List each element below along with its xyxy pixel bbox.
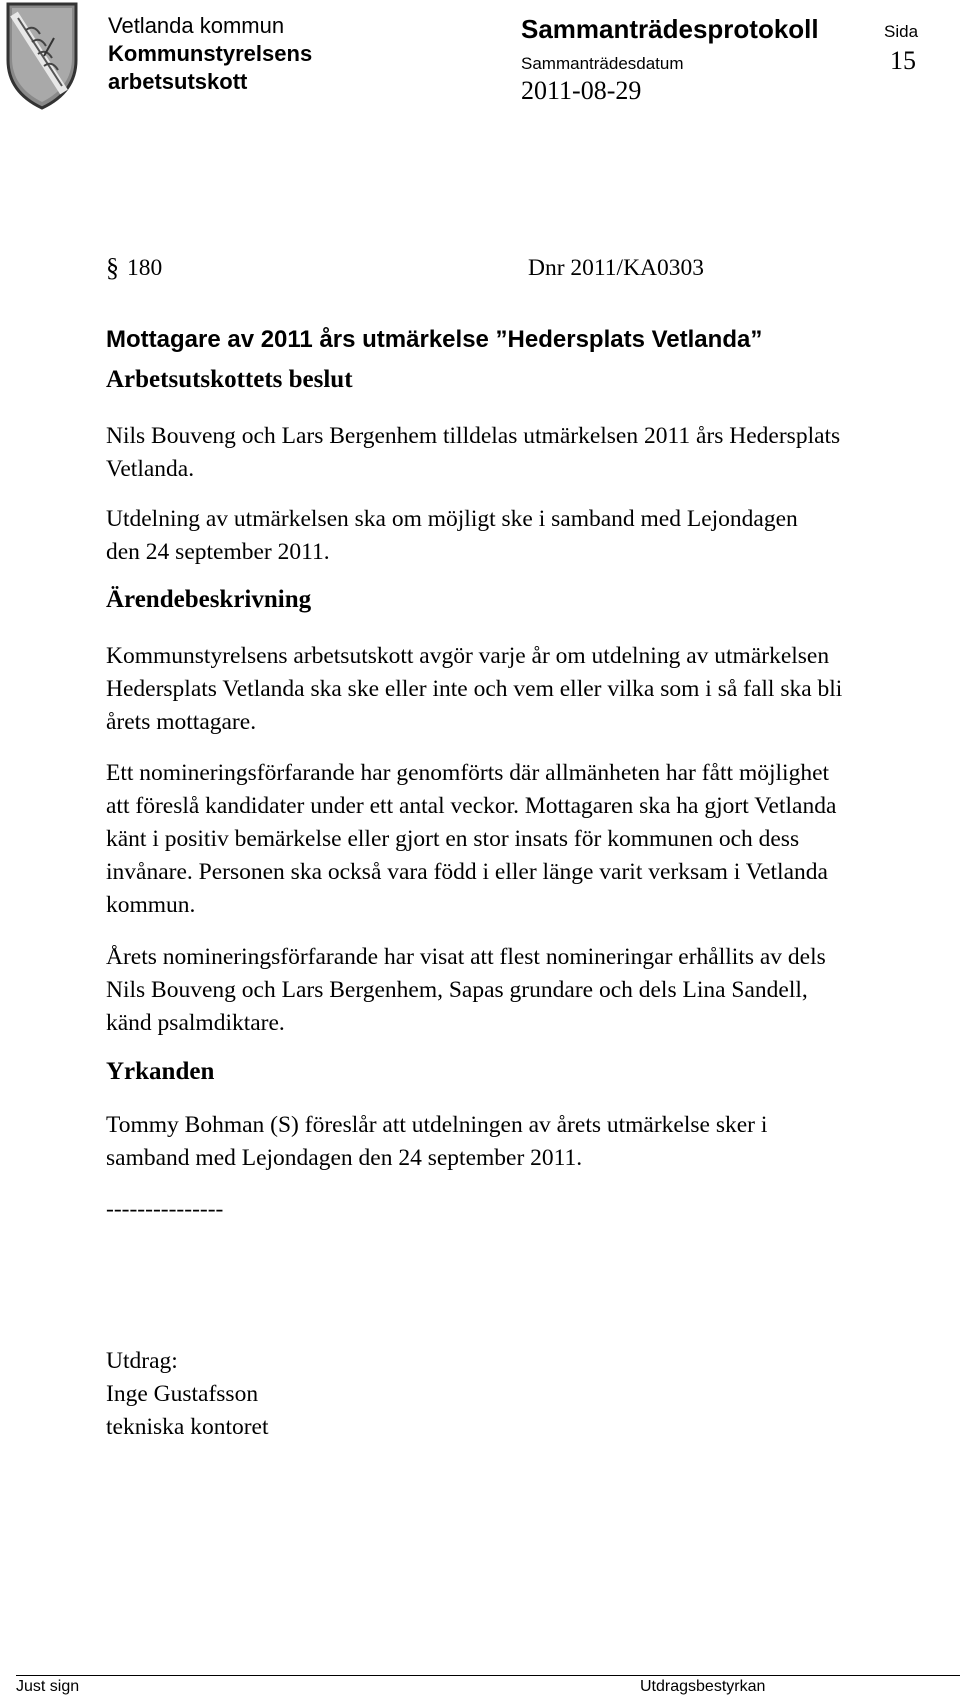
dnr-reference: Dnr 2011/KA0303 xyxy=(528,255,705,281)
decision-text-line: Utdelning av utmärkelsen ska om möjligt ske i samband med Lejondagen xyxy=(106,506,798,532)
committee-name-line1: Kommunstyrelsens xyxy=(108,41,313,66)
footer-certification-label: Utdragsbestyrkan xyxy=(640,1678,766,1695)
description-text-line: Nils Bouveng och Lars Bergenhem, Sapas grundare och dels Lina Sandell, xyxy=(106,977,808,1003)
description-heading: Ärendebeskrivning xyxy=(106,586,312,613)
decision-text-line: den 24 september 2011. xyxy=(106,539,330,565)
page-number: 15 xyxy=(890,46,916,75)
description-text-line: Hedersplats Vetlanda ska ske eller inte och vem eller vilka som i så fall ska bli xyxy=(106,676,843,702)
municipal-coat-of-arms-icon xyxy=(4,0,80,112)
footer-divider xyxy=(16,1675,960,1676)
description-text-line: Ett nomineringsförfarande har genomförts där allmänheten har fått möjlighet xyxy=(106,760,830,786)
page-label: Sida xyxy=(884,22,919,41)
municipality-name: Vetlanda kommun xyxy=(108,13,285,38)
description-text-line: känt i positiv bemärkelse eller gjort en stor insats för kommunen och dess xyxy=(106,826,800,852)
extract-recipient-name: Inge Gustafsson xyxy=(106,1381,259,1407)
section-number: 180 xyxy=(127,255,163,281)
description-text-line: årets mottagare. xyxy=(106,709,257,735)
description-text-line: känd psalmdiktare. xyxy=(106,1010,285,1036)
paragraph-symbol: § xyxy=(106,253,119,282)
description-text-line: Kommunstyrelsens arbetsutskott avgör varje år om utdelning av utmärkelsen xyxy=(106,643,830,669)
description-text-line: invånare. Personen ska också vara född i eller länge varit verksam i Vetlanda xyxy=(106,859,828,885)
decision-text-line: Nils Bouveng och Lars Bergenhem tilldelas utmärkelsen 2011 års Hedersplats xyxy=(106,423,841,449)
extract-recipient-department: tekniska kontoret xyxy=(106,1414,269,1440)
committee-name-line2: arbetsutskott xyxy=(108,69,248,94)
motion-text-line: Tommy Bohman (S) föreslår att utdelningen av årets utmärkelse sker i xyxy=(106,1112,768,1138)
coat-of-arms-logo xyxy=(4,0,80,112)
meeting-date-label: Sammanträdesdatum xyxy=(521,54,684,73)
separator-dashes: --------------- xyxy=(106,1196,224,1222)
meeting-date-value: 2011-08-29 xyxy=(521,76,642,105)
description-text-line: kommun. xyxy=(106,892,196,918)
section-title: Mottagare av 2011 års utmärkelse ”Hedersplats Vetlanda” xyxy=(106,326,763,353)
decision-text-line: Vetlanda. xyxy=(106,456,195,482)
motion-heading: Yrkanden xyxy=(106,1058,215,1085)
description-text-line: att föreslå kandidater under ett antal veckor. Mottagaren ska ha gjort Vetlanda xyxy=(106,793,837,819)
motion-text-line: samband med Lejondagen den 24 september 2011. xyxy=(106,1145,583,1171)
description-text-line: Årets nomineringsförfarande har visat att flest nomineringar erhållits av dels xyxy=(106,944,826,970)
extract-label: Utdrag: xyxy=(106,1348,178,1374)
decision-heading: Arbetsutskottets beslut xyxy=(106,366,353,393)
document-title: Sammanträdesprotokoll xyxy=(521,14,819,44)
footer-signature-label: Just sign xyxy=(16,1678,80,1695)
